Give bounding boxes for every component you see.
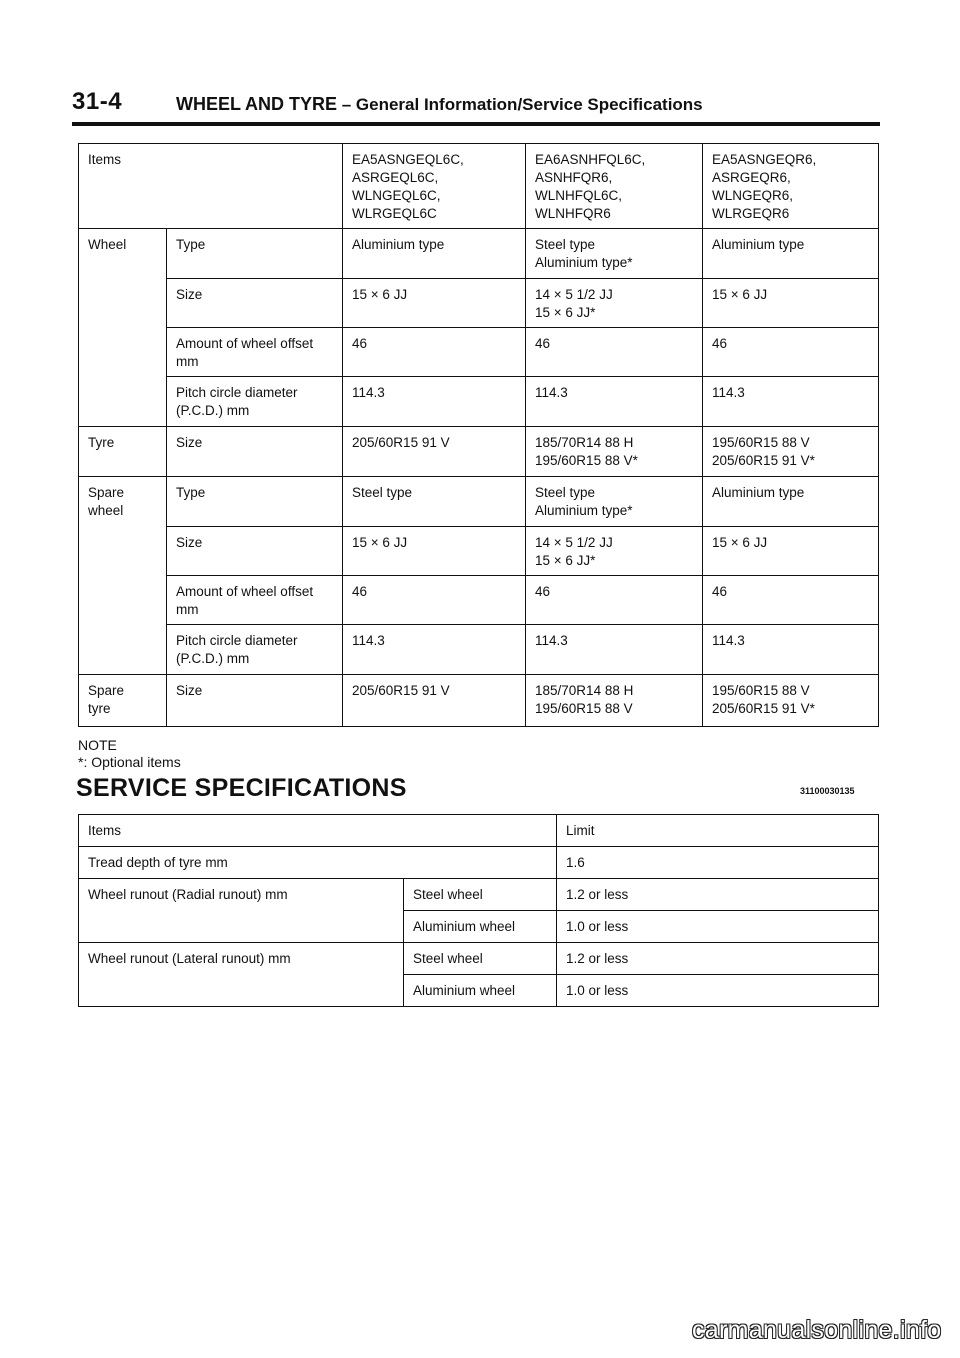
cell-value: 15 × 6 JJ bbox=[343, 527, 526, 576]
header-cell-items: Items bbox=[79, 144, 343, 229]
cell-value: 205/60R15 91 V bbox=[343, 675, 526, 727]
cell-value: 195/60R15 88 V 205/60R15 91 V* bbox=[703, 427, 879, 477]
header-cell-model: EA5ASNGEQR6, ASRGEQR6, WLNGEQR6, WLRGEQR6 bbox=[703, 144, 879, 229]
service-specifications-table bbox=[78, 814, 879, 1007]
cell-value: 46 bbox=[526, 576, 703, 625]
cell-value: Steel type bbox=[343, 477, 526, 527]
cell-value: 114.3 bbox=[703, 377, 879, 427]
row-sublabel: Aluminium wheel bbox=[404, 975, 557, 1007]
header-cell-limit: Limit bbox=[557, 815, 879, 847]
row-label: Size bbox=[167, 427, 343, 477]
group-label: Wheel bbox=[79, 229, 167, 427]
cell-value: 1.0 or less bbox=[557, 911, 879, 943]
group-label: Spare tyre bbox=[79, 675, 167, 727]
row-label: Wheel runout (Lateral runout) mm bbox=[79, 943, 404, 1007]
row-label: Tread depth of tyre mm bbox=[79, 847, 557, 879]
page-header bbox=[72, 88, 880, 126]
cell-value: Steel type Aluminium type* bbox=[526, 477, 703, 527]
cell-value: 1.0 or less bbox=[557, 975, 879, 1007]
cell-value: Steel type Aluminium type* bbox=[526, 229, 703, 279]
general-information-table bbox=[78, 143, 879, 727]
row-sublabel: Aluminium wheel bbox=[404, 911, 557, 943]
table-row bbox=[79, 943, 879, 975]
page-number: 31-4 bbox=[72, 88, 123, 115]
table-row bbox=[79, 427, 879, 477]
row-label: Size bbox=[167, 279, 343, 328]
cell-value: Aluminium type bbox=[703, 229, 879, 279]
table-row bbox=[79, 576, 879, 625]
cell-value: 14 × 5 1/2 JJ 15 × 6 JJ* bbox=[526, 527, 703, 576]
cell-value: 15 × 6 JJ bbox=[703, 527, 879, 576]
cell-value: Aluminium type bbox=[343, 229, 526, 279]
group-label: Spare wheel bbox=[79, 477, 167, 675]
table-row bbox=[79, 328, 879, 377]
cell-value: 114.3 bbox=[343, 625, 526, 675]
cell-value: 15 × 6 JJ bbox=[703, 279, 879, 328]
row-label: Pitch circle diameter (P.C.D.) mm bbox=[167, 377, 343, 427]
reference-code: 31100030135 bbox=[800, 786, 855, 796]
table-row bbox=[79, 377, 879, 427]
table-row bbox=[79, 279, 879, 328]
cell-value: 46 bbox=[703, 576, 879, 625]
note-heading: NOTE bbox=[78, 737, 117, 753]
note-text: *: Optional items bbox=[78, 754, 181, 770]
row-label: Type bbox=[167, 477, 343, 527]
note-block bbox=[78, 737, 181, 771]
section-title-sub: – General Information/Service Specifications bbox=[337, 95, 703, 114]
table-row bbox=[79, 675, 879, 727]
cell-value: 1.2 or less bbox=[557, 943, 879, 975]
cell-value: 114.3 bbox=[526, 377, 703, 427]
row-label: Pitch circle diameter (P.C.D.) mm bbox=[167, 625, 343, 675]
row-label: Size bbox=[167, 675, 343, 727]
cell-value: 185/70R14 88 H 195/60R15 88 V bbox=[526, 675, 703, 727]
cell-value: 15 × 6 JJ bbox=[343, 279, 526, 328]
row-sublabel: Steel wheel bbox=[404, 943, 557, 975]
cell-value: 114.3 bbox=[526, 625, 703, 675]
row-label: Amount of wheel offset mm bbox=[167, 328, 343, 377]
header-cell-model: EA6ASNHFQL6C, ASNHFQR6, WLNHFQL6C, WLNHFQR6 bbox=[526, 144, 703, 229]
group-label: Tyre bbox=[79, 427, 167, 477]
cell-value: 114.3 bbox=[343, 377, 526, 427]
table-row bbox=[79, 477, 879, 527]
cell-value: 1.6 bbox=[557, 847, 879, 879]
section-title-main: WHEEL AND TYRE bbox=[176, 94, 338, 114]
service-specifications-heading: SERVICE SPECIFICATIONS bbox=[76, 774, 407, 802]
table-row bbox=[79, 527, 879, 576]
row-sublabel: Steel wheel bbox=[404, 879, 557, 911]
cell-value: 195/60R15 88 V 205/60R15 91 V* bbox=[703, 675, 879, 727]
table-row bbox=[79, 847, 879, 879]
table-row bbox=[79, 229, 879, 279]
cell-value: 46 bbox=[703, 328, 879, 377]
cell-value: 114.3 bbox=[703, 625, 879, 675]
table-row bbox=[79, 879, 879, 911]
cell-value: 1.2 or less bbox=[557, 879, 879, 911]
cell-value: 185/70R14 88 H 195/60R15 88 V* bbox=[526, 427, 703, 477]
table-row bbox=[79, 625, 879, 675]
row-label: Size bbox=[167, 527, 343, 576]
watermark-text: carmanualsonline.info bbox=[692, 1316, 942, 1344]
table-header-row bbox=[79, 815, 879, 847]
row-label: Amount of wheel offset mm bbox=[167, 576, 343, 625]
cell-value: 46 bbox=[343, 328, 526, 377]
row-label: Wheel runout (Radial runout) mm bbox=[79, 879, 404, 943]
cell-value: 46 bbox=[526, 328, 703, 377]
cell-value: 205/60R15 91 V bbox=[343, 427, 526, 477]
table-header-row bbox=[79, 144, 879, 229]
header-cell-items: Items bbox=[79, 815, 557, 847]
header-cell-model: EA5ASNGEQL6C, ASRGEQL6C, WLNGEQL6C, WLRGEQL6C bbox=[343, 144, 526, 229]
cell-value: Aluminium type bbox=[703, 477, 879, 527]
row-label: Type bbox=[167, 229, 343, 279]
section-title bbox=[176, 94, 703, 115]
cell-value: 46 bbox=[343, 576, 526, 625]
cell-value: 14 × 5 1/2 JJ 15 × 6 JJ* bbox=[526, 279, 703, 328]
